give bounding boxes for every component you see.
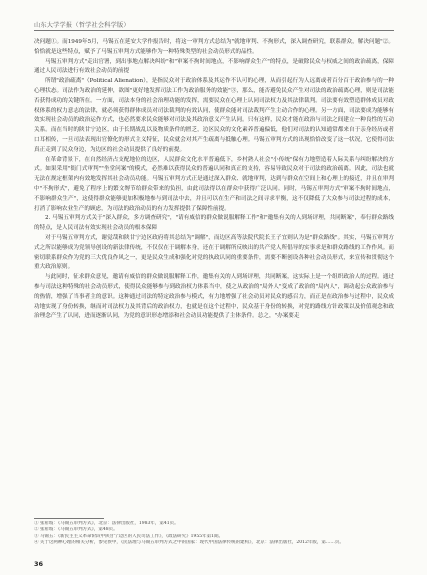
paragraph-5-heading: 2. 马锡五审判方式关于"深入群众，多方调查研究"，"请有威信的群众做说服解释工作"和"邀集有关的人到场评理，共同断案"，奉行群众路线的特点，是人民司法有效实现社会动员的根本保障 <box>34 215 394 232</box>
paragraph-7: 与此同时，征求群众意见，邀请有威信的群众做说服解释工作，邀集有关的人到场评理，共同断案，这实际上是一个组织政治人的过程。通过参与司法这种特殊的社会动员形式，使得民众能够参与到政治权力体系当中，使之从政治的"局外人"变成了政治的"局内人"，调动起公众政治参与的热情，增强了当事者主的意识。这种通过司法的特定政治参与模式，有力地增强了社会动员对民众的感召力，而正是在政治参与过程中，民众成功地实现了身份转换，继而对司法权力及其背后的政治权力，也就是在这个过程中，民众基于身份的转换，对党的路线方针政策以及价值观念和政治理念产生了认同，进而逐渐认同，为党的意识形态增添和社会动员功能提供了主体条件。总之，"办案要走 <box>34 274 394 320</box>
footnote-rule <box>34 518 104 519</box>
paragraph-4: 在革命背景下，在自然经济占支配地位的边区，人民群众文化水平普遍低下，乡村熟人社会"小传统"保有力地塑造着人际关系与纠纷解决的方式。如果采用"衙门式审判""坐堂问案"的模式，必然难以获得民众的普遍认同和真正的支持，容易导致民众对于司法的政治疏离。因此，司法也就无法在规定框架内有效地发挥其社会动员功能。马锡五审判方式正是通过深入群众、就地审判，达到与群众在空间上和心理上的接近，并且在审判中"不拘形式"，避免了程序上的繁文缛节给群众带来的负担，由此司法得以在群众中获得广泛认同。同时，马锡五审判方式"审案不拘时间地点，不影响群众生产"，这使得群众能够更加积极地参与到司法中去，并且可以在生产和司法之间寻求平衡，这不仅降低了大众参与司法过程的成本，打消了影响农业生产的顾虑，为司法的政治动员的有力发挥提供了保障性前提。 <box>34 156 394 212</box>
footnotes <box>34 521 394 547</box>
page-number: 36 <box>34 560 44 568</box>
article-body <box>34 38 394 322</box>
footnote-3: ③ 马锡五：《新民主主义革命阶段中陕甘宁边区的人民司法工作》，《政法研究》1955年第1期。 <box>34 533 223 539</box>
footnote-1: ① 张希坡：《马锡五审判方式》，北京：法律出版社，1983年，第41页。 <box>34 521 179 526</box>
header-rule <box>34 30 394 31</box>
footnote-2: ② 张希坡：《马锡五审判方式》，第48页。 <box>34 527 118 533</box>
paragraph-3: 所谓"政治疏离"（Political Alienation），是指民众对于政治体系及其运作不认可的心理，从而引起行为人远离或者百分百于政治参与的一种心理状态。司法作为政治的延伸，欲图"更好地发挥司法工作为政治服务的效能"③，那么，能否避免民众产生对司法的政治疏离心理，则是司法能否获得成功的关键所在。一方面，司法本身的社会治理功能的发挥，需要民众在心理上认同司法权力及其法律裁判。司法要有效塑造群体成员对政权体系的权力意志的法律，就必须获得群体成员对司法裁判的有效认同，使群众能对司法裁判产生主动合作的心理。另一方面，司法要成为能够有效实现社会动员的政治运作方式，也必然要求民众能够对司法及其政治意义产生认同。只有这样，民众才能在政治与司法之间建立一种良性的互动关系。而在当时的陕甘宁边区，由于长期战乱以及物质条件的匮乏，边区民众的文化素养普遍偏低，他们对司法的认知通常都来自于亲身经历或者口耳相传，一旦司法表现出官僚化的形式主义特征，民众就会对其产生疏离与抵触心理。马锡五审判方式的出现恰恰改变了这一状况，它使得司法真正走到了民众身边，为边区的社会动员提供了良好的前提。 <box>34 78 394 153</box>
running-header: 山东大学学报（哲学社会科学版） <box>34 22 130 29</box>
paragraph-2-heading: 马锡五审判方式"走出官署，到出事地点解决纠纷"和"审案不拘时间地点，不影响群众生产"的特点，是破除民众与权威之间的政治疏离，保障通过人民司法进行有效社会动员的前提 <box>34 58 394 75</box>
paragraph-1: 决问题①。而1949年5月，马锡五在延安大学作报告时，将这一审判方式总结为"就地审判、不拘形式，深入调查研究，联系群众，解决问题"②。恰恰就是这些特点，赋予了马锡五审判方式能够作为一种特殊类型的社会动员形式的品性。 <box>34 39 394 55</box>
paragraph-6: 对于马锡五审判方式，谢觉哉和陕甘宁边区政府将其总结为"调解"，而边区高等法院代院长王子宜则认为是"群众路线"。其实，马锡五审判方式之所以能够成为党领导创设的新法律传统，不仅仅在于调解本身，还在于调解所反映出的共产党人所倡导的实事求是和群众路线的工作作风。而密切联系群众作为党的三大优良作风之一，更是民众生成和强化对党的执政认同的重要条件，需要不断创设各种社会动员形式，来宣传和贯彻这个重大政治原则。 <box>34 234 394 271</box>
footnote-4: ④ 关于这两种心理的相关分析，参见侯中，《民法理与马锡五审判方式之中的国家：现代中国法律传统的建构》，北京：法律出版社，2012年版，第……页。 <box>34 540 344 546</box>
